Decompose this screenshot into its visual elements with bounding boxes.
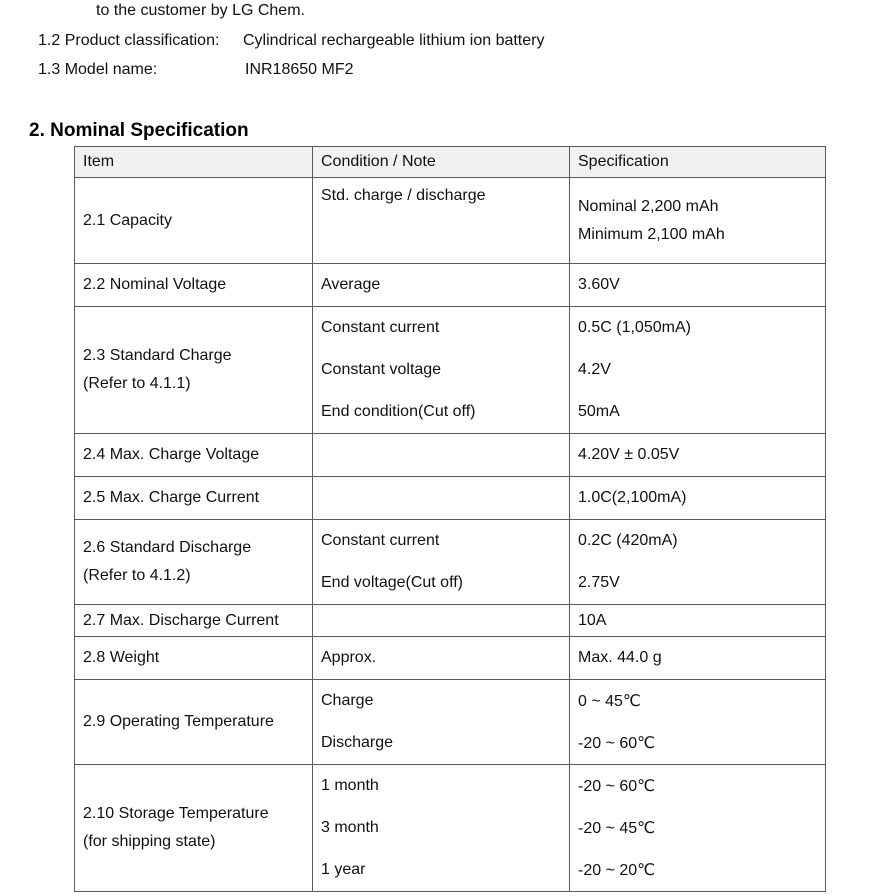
spec-cell <box>570 477 826 520</box>
table-row <box>75 434 826 477</box>
spec-cell-text: -20 ~ 20℃ <box>578 862 656 879</box>
item-cell <box>75 605 313 637</box>
model-value: INR18650 MF2 <box>245 61 354 78</box>
spec-cell <box>570 605 826 637</box>
table-body <box>75 178 826 892</box>
spec-cell-text: -20 ~ 60℃ <box>578 735 656 752</box>
spec-cell-text: 4.2V <box>578 361 611 378</box>
header-item: Item <box>75 147 313 178</box>
condition-cell <box>313 434 570 477</box>
spec-cell <box>570 637 826 680</box>
condition-cell <box>313 680 570 765</box>
spec-cell <box>570 520 826 605</box>
condition-cell-text: Discharge <box>321 734 394 751</box>
continuation-line: to the customer by LG Chem. <box>96 2 305 19</box>
condition-cell-text: Constant current <box>321 319 440 336</box>
condition-cell-text: Constant current <box>321 532 440 549</box>
classification-label: 1.2 Product classification: <box>38 32 220 49</box>
item-cell-text: (Refer to 4.1.2) <box>83 567 191 584</box>
spec-cell-text: 3.60V <box>578 276 620 293</box>
table-row <box>75 637 826 680</box>
spec-cell-text: 0 ~ 45℃ <box>578 693 641 710</box>
item-cell-text: 2.9 Operating Temperature <box>83 713 274 730</box>
spec-cell-text: Max. 44.0 g <box>578 649 662 666</box>
item-cell <box>75 520 313 605</box>
table-row <box>75 765 826 892</box>
item-cell <box>75 637 313 680</box>
condition-cell <box>313 178 570 264</box>
table-row <box>75 178 826 264</box>
table-row <box>75 264 826 307</box>
item-cell-text: 2.10 Storage Temperature <box>83 805 269 822</box>
item-cell-text: 2.3 Standard Charge <box>83 347 232 364</box>
item-cell-text: 2.2 Nominal Voltage <box>83 276 227 293</box>
spec-cell-text: -20 ~ 45℃ <box>578 820 656 837</box>
item-cell <box>75 477 313 520</box>
item-cell <box>75 680 313 765</box>
condition-cell-text: Std. charge / discharge <box>321 187 486 204</box>
condition-cell-text: Constant voltage <box>321 361 442 378</box>
item-cell <box>75 434 313 477</box>
table-row <box>75 680 826 765</box>
item-cell <box>75 178 313 264</box>
spec-table <box>74 146 826 892</box>
spec-cell-text: 50mA <box>578 403 620 420</box>
spec-cell <box>570 264 826 307</box>
table-row <box>75 605 826 637</box>
spec-cell-text: Nominal 2,200 mAh <box>578 197 719 215</box>
condition-cell-text: 1 year <box>321 861 366 878</box>
spec-cell-text: 2.75V <box>578 574 620 591</box>
condition-cell <box>313 765 570 892</box>
condition-cell-text: Approx. <box>321 649 377 666</box>
item-cell-text: (Refer to 4.1.1) <box>83 375 191 392</box>
condition-cell-text: Average <box>321 276 381 293</box>
spec-cell-text: 0.2C (420mA) <box>578 532 678 549</box>
spec-cell-text: 10A <box>578 611 607 629</box>
table-row <box>75 477 826 520</box>
item-cell-text: 2.1 Capacity <box>83 211 172 229</box>
condition-cell-text: End condition(Cut off) <box>321 403 476 420</box>
condition-cell-text: 1 month <box>321 777 379 794</box>
spec-cell <box>570 680 826 765</box>
condition-cell-text: 3 month <box>321 819 379 836</box>
spec-cell-text: 4.20V ± 0.05V <box>578 446 680 463</box>
item-cell-text: 2.5 Max. Charge Current <box>83 489 260 506</box>
condition-cell <box>313 264 570 307</box>
item-cell <box>75 765 313 892</box>
item-cell-text: 2.7 Max. Discharge Current <box>83 611 279 629</box>
table-row <box>75 307 826 434</box>
section-title: 2. Nominal Specification <box>29 120 249 141</box>
spec-cell <box>570 307 826 434</box>
spec-cell-text: -20 ~ 60℃ <box>578 778 656 795</box>
header-specification: Specification <box>570 147 826 178</box>
table-row <box>75 520 826 605</box>
condition-cell-text: End voltage(Cut off) <box>321 574 464 591</box>
condition-cell <box>313 637 570 680</box>
item-cell-text: 2.8 Weight <box>83 649 160 666</box>
spec-cell-text: Minimum 2,100 mAh <box>578 225 725 243</box>
spec-cell-text: 1.0C(2,100mA) <box>578 489 687 506</box>
condition-cell <box>313 520 570 605</box>
spec-cell <box>570 765 826 892</box>
item-cell <box>75 307 313 434</box>
spec-cell <box>570 178 826 264</box>
spec-cell <box>570 434 826 477</box>
item-cell-text: 2.4 Max. Charge Voltage <box>83 446 260 463</box>
condition-cell <box>313 605 570 637</box>
condition-cell <box>313 477 570 520</box>
model-label: 1.3 Model name: <box>38 61 158 78</box>
header-condition: Condition / Note <box>313 147 570 178</box>
item-cell <box>75 264 313 307</box>
condition-cell-text: Charge <box>321 692 374 709</box>
item-cell-text: 2.6 Standard Discharge <box>83 539 252 556</box>
condition-cell <box>313 307 570 434</box>
classification-value: Cylindrical rechargeable lithium ion battery <box>243 32 545 49</box>
spec-cell-text: 0.5C (1,050mA) <box>578 319 691 336</box>
item-cell-text: (for shipping state) <box>83 833 216 850</box>
